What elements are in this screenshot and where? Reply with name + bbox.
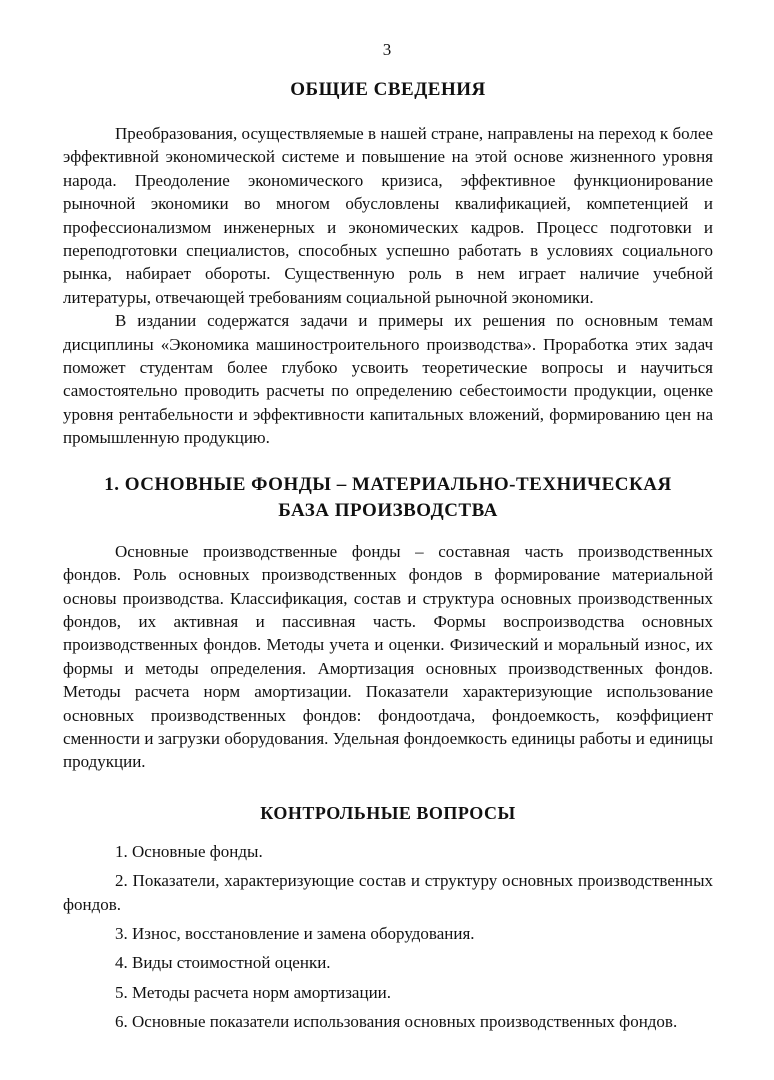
control-questions-list [63, 840, 713, 1034]
control-question: 1. Основные фонды. [115, 841, 263, 861]
control-question: 4. Виды стоимостной оценки. [115, 953, 331, 973]
page-content [63, 76, 713, 1040]
section-1-heading [63, 472, 713, 524]
control-question: 5. Методы расчета норм амортизации. [115, 982, 392, 1002]
control-question: 6. Основные показатели использования основных производственных фондов. [115, 1012, 678, 1032]
intro-paragraph-1: Преобразования, осуществляемые в нашей стране, направлены на переход к более эффективной экономической системе и повышение на этой основе жизненного уровня народа. Преодоление экономического кризиса, эффективное функционирование рыночной экономики во многом обусловлены квалификацией, компетенцией и профессионализмом инженерных и экономических кадров. Процесс подготовки и переподготовки специалистов, способных успешно работать в условиях социального рынка, набирает обороты. Существенную роль в нем играет наличие учебной литературы, отвечающей требованиям социальной рыночной экономики. [63, 124, 713, 307]
section-1-heading-line-2: БАЗА ПРОИЗВОДСТВА [278, 499, 498, 521]
section-1-heading-line-1: 1. ОСНОВНЫЕ ФОНДЫ – МАТЕРИАЛЬНО-ТЕХНИЧЕСКАЯ [104, 473, 672, 495]
section-1-paragraph: Основные производственные фонды – составная часть производственных фондов. Роль основных производственных фондов в формирование материальной основы производства. Классификация, состав и структура основных производственных фондов, их активная и пассивная часть. Формы воспроизводства основных производственных фондов. Методы учета и оценки. Физический и моральный износ, их формы и методы определения. Амортизация основных производственных фондов. Методы расчета норм амортизации. Показатели характеризующие использование основных производственных фондов: фондоотдача, фондоемкость, коэффициент сменности и загрузки оборудования. Удельная фондоемкость единицы работы и единицы продукции. [63, 541, 713, 772]
intro-paragraph-2: В издании содержатся задачи и примеры их решения по основным темам дисциплины «Экономика машиностроительного производства». Проработка этих задач поможет студентам более глубоко усвоить теоретические вопросы и научиться самостоятельно проводить расчеты по определению себестоимости продукции, оценке уровня рентабельности и эффективности капитальных вложений, формированию цен на промышленную продукцию. [63, 311, 713, 448]
control-question: 2. Показатели, характеризующие состав и структуру основных производственных фондов. [63, 871, 713, 914]
control-questions-heading: КОНТРОЛЬНЫЕ ВОПРОСЫ [260, 802, 516, 823]
page-number: 3 [382, 40, 392, 59]
general-heading: ОБЩИЕ СВЕДЕНИЯ [290, 79, 486, 100]
control-question: 3. Износ, восстановление и замена оборудования. [115, 923, 475, 943]
